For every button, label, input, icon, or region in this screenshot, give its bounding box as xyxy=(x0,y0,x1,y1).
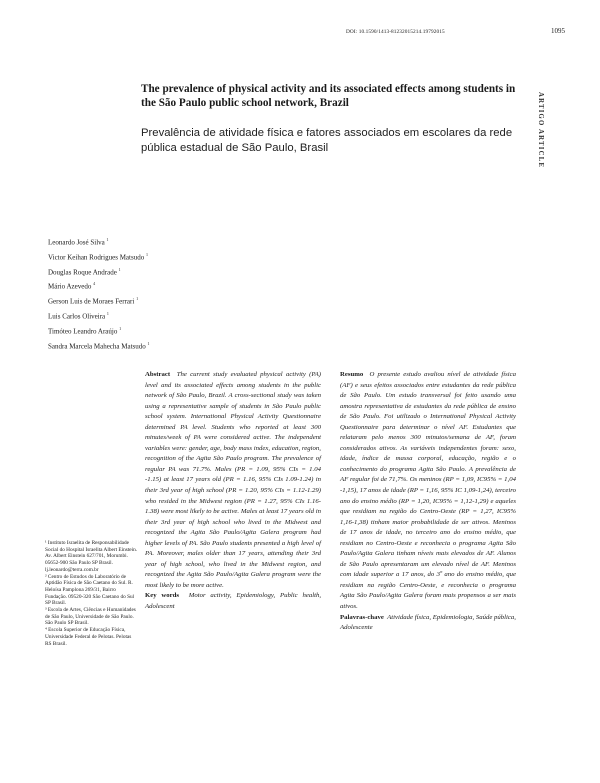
author-entry: Luis Carlos Oliveira $^1$ xyxy=(48,311,109,321)
article-title-portuguese: Prevalência de atividade física e fatores associados em escolares da rede pública estadual de São Paulo, Brasil xyxy=(141,127,513,154)
author-entry: Mário Azevedo $^4$ xyxy=(48,281,96,291)
abstract-text: The current study evaluated physical activity (PA) level and its associated effects among students in the public network of São Paulo, Brazil. A cross-sectional study was taken using a representative sample of students in São Paulo public school system. International Physical Activity Questionnaire determined PA level. Students who reported at least 300 minutes/week of PA were considered active. The independent variables were: gender, age, body mass index, education, region, recognition of the Agita São Paulo program. The prevalence of regular PA was 71.7%. Males (PR = 1.09, 95% CIs = 1.04 -1.15) at least 17 years old (PR = 1.16, 95% CIs 1.09-1.24) in their 3rd year of high school (PR = 1.20, 95% CIs = 1.12-1.29) who resided in the Midwest region (PR = 1.27, 95% CIs 1.16-1.38) were most likely to be active. Males at least 17 years old in their 3rd year of high school who lived in the Midwest and recognized the Agita São Paulo/Agita Galera program had higher levels of PA. São Paulo students presented a high level of PA. Moreover, males older than 17 years, attending their 3rd year of high school, who lived in the Midwest region, and recognized the Agita São Paulo/Agita Galera program were the most likely to be more active. xyxy=(145,371,322,589)
author-entry: Timóteo Leandro Araújo $^1$ xyxy=(48,325,122,336)
affiliation-entry: ⁴ Escola Superior de Educação Física, Universidade Federal de Pelotas. Pelotas RS Brasil. xyxy=(45,627,132,647)
affiliations xyxy=(45,540,138,647)
author-entry: Victor Keihan Rodrigues Matsudo $^1$ xyxy=(48,251,148,262)
abstract-portuguese xyxy=(340,370,516,634)
palavras-chave-text: Atividade física, Epidemiologia, Saúde pública, Adolescente xyxy=(340,613,516,632)
abstract-english xyxy=(145,370,321,613)
article-title-english: The prevalence of physical activity and its associated effects among students in the São Paulo public school network, Brazil xyxy=(141,83,516,109)
abstract-heading: Abstract xyxy=(145,371,171,378)
author-entry: Sandra Marcela Mahecha Matsudo $^1$ xyxy=(48,340,150,351)
page-number: 1095 xyxy=(551,27,565,35)
author-entry: Douglas Roque Andrade $^1$ xyxy=(48,266,121,276)
doi-line: DOI: 10.1590/1413-81232015214.19792015 xyxy=(346,29,445,35)
resumo-text: O presente estudo avaliou nível de atividade física (AF) e seus efeitos associados entre estudantes da rede pública de São Paulo. Um estudo transversal foi feito usando uma amostra representativa de estudantes da rede pública de ensino de São Paulo. Foi utilizado o International Physical Activity Questionnaire para determinar o nível AF. Estudantes que relataram pelo menos 300 minutos/semana de AF, foram considerados ativos. As variáveis independentes foram: sexo, idade, índice de massa corporal, educação, região e o conhecimento do programa Agita São Paulo. A prevalência de AF regular foi de 71,7%. Os meninos (RP = 1,09, IC95% = 1,04 -1,15), 17 anos de idade (RP = 1,16, 95% IC 1,09-1,24), terceiro ano do ensino médio (RP = 1,20, IC95% = 1,12-1,29) e aqueles que residiam na região do Centro-Oeste (RP = 1,27, IC95% 1,16-1,38) tinham maior probabilidade de ser ativos. Meninos de 17 anos de idade, no terceiro ano do ensino médio, que residiam no Centro-Oeste e reconhecia o programa Agita São Paulo/Agita Galera tinham níveis mais elevados de AF. Alunos de São Paulo apresentaram um elevado nível de AF. Meninos com idade superior a 17 anos, do 3º ano do ensino médio, que residiam na região Centro-Oeste, e reconhecia o programa Agita São Paulo/Agita Galera foram mais propensos a ser mais ativos. xyxy=(340,371,517,611)
palavras-chave-label: Palavras-chave xyxy=(340,613,384,621)
affiliation-entry: ³ Escola de Artes, Ciências e Humanidades de São Paulo, Universidade de São Paulo. São Paulo SP Brasil. xyxy=(45,607,136,627)
author-entry: Leonardo José Silva $^1$ xyxy=(48,237,109,247)
affiliation-entry: ² Centro de Estudos do Laboratório de Aptidão Física de São Caetano do Sul. R. Heloísa Pamplona 269/31, Bairro Fundação. 09520-320 São Caetano do Sul SP Brasil. xyxy=(45,573,135,607)
author-entry: Gerson Luis de Moraes Ferrari $^1$ xyxy=(48,296,139,306)
author-list xyxy=(48,234,150,353)
resumo-heading: Resumo xyxy=(340,371,364,378)
affiliation-entry: ¹ Instituto Israelita de Responsabilidade Social do Hospital Israelita Albert Einstein. Av. Albert Einstein 627/701, Morumbi. 05652-900 São Paulo SP Brasil. lj.leonardo@terra.com.br xyxy=(45,540,138,573)
keywords-text: Motor activity, Epidemiology, Public health, Adolescent xyxy=(145,592,322,611)
keywords-label: Key words xyxy=(145,592,180,600)
section-label: ARTIGO ARTICLE xyxy=(537,92,544,169)
